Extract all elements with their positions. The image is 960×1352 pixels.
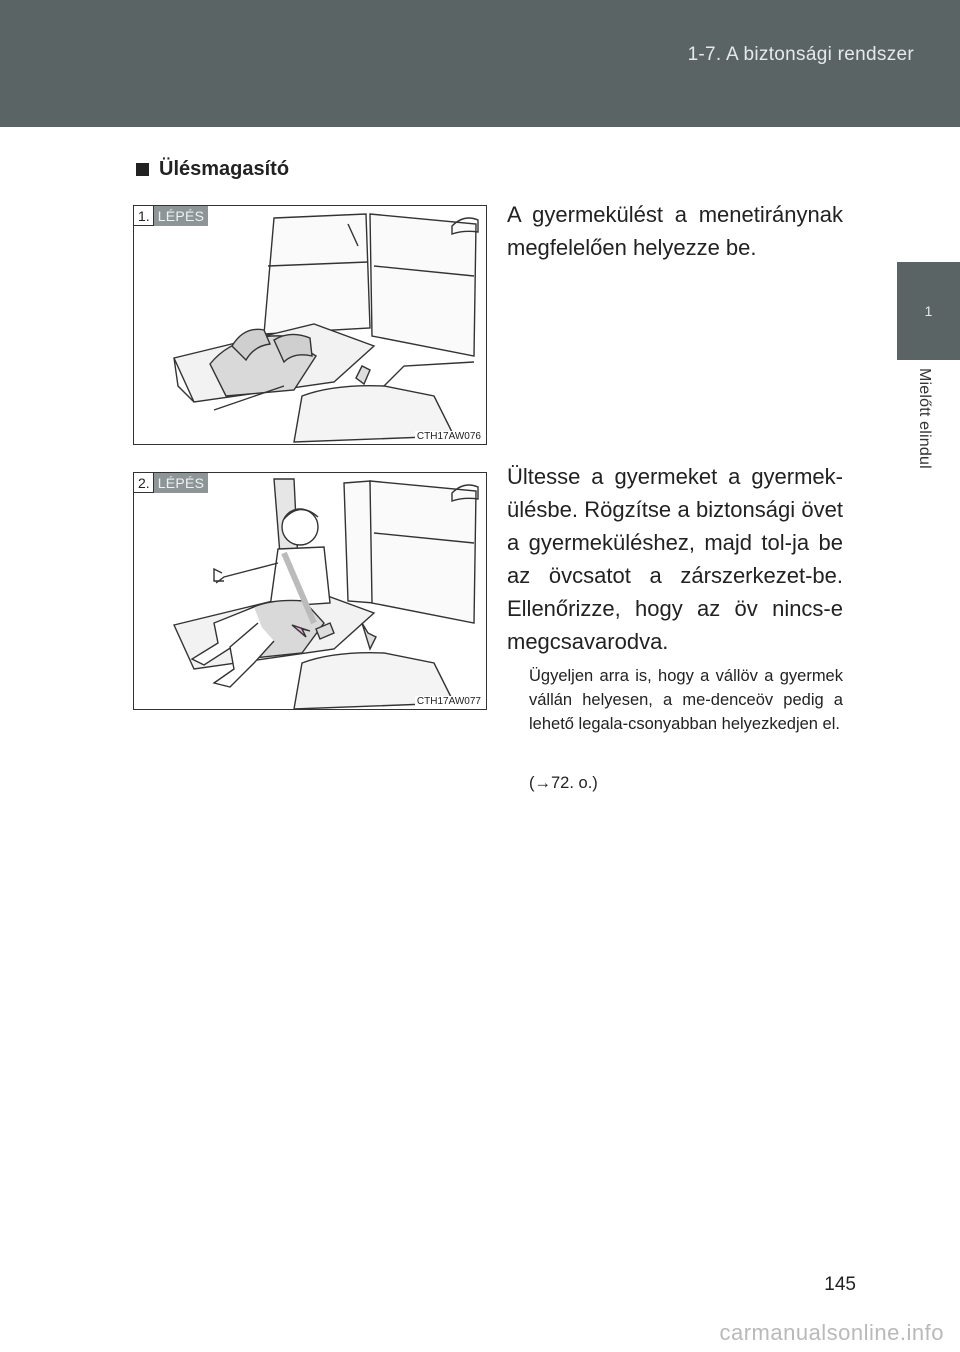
chapter-title: 1-7. A biztonsági rendszer [687,44,914,65]
side-tab-label: Mielőtt elindul [916,368,933,469]
step-2-number: 2. [134,473,154,493]
step-1-word: LÉPÉS [154,206,209,226]
page-number: 145 [824,1274,856,1295]
step-2-word: LÉPÉS [154,473,209,493]
step-2-badge [134,473,208,493]
step-2-figure [133,472,487,710]
step-2-figure-code: CTH17AW077 [416,696,481,707]
side-tab [897,360,960,520]
step-2-note: Ügyeljen arra is, hogy a vállöv a gyermek vállán helyesen, a me-denceöv pedig a lehető legala-csonyabban helyezkedjen el. [529,667,843,733]
child-in-booster-illustration [134,473,486,709]
heading-bullet-icon [136,163,149,176]
page-reference: (→72. o.) [529,774,598,792]
booster-seat-illustration [134,206,486,444]
step-1-number: 1. [134,206,154,226]
section-heading [136,158,289,181]
side-strip [897,520,960,1352]
step-1-figure-code: CTH17AW076 [416,431,481,442]
section-heading-text: Ülésmagasító [159,158,290,180]
step-1-text: A gyermekülést a menetiránynak megfelelően helyezze be. [507,202,843,260]
watermark: carmanualsonline.info [719,1320,944,1345]
step-1-badge [134,206,208,226]
side-tab-number: 1 [897,262,960,360]
header-bar [0,0,960,127]
step-1-figure [133,205,487,445]
step-2-text: Ültesse a gyermeket a gyermek-ülésbe. Rögzítse a biztonsági övet a gyermeküléshez, majd tol-ja be az övcsatot a zárszerkezet-be. Ellenőrizze, hogy az öv nincs-e megcsavarodva. [507,464,843,654]
